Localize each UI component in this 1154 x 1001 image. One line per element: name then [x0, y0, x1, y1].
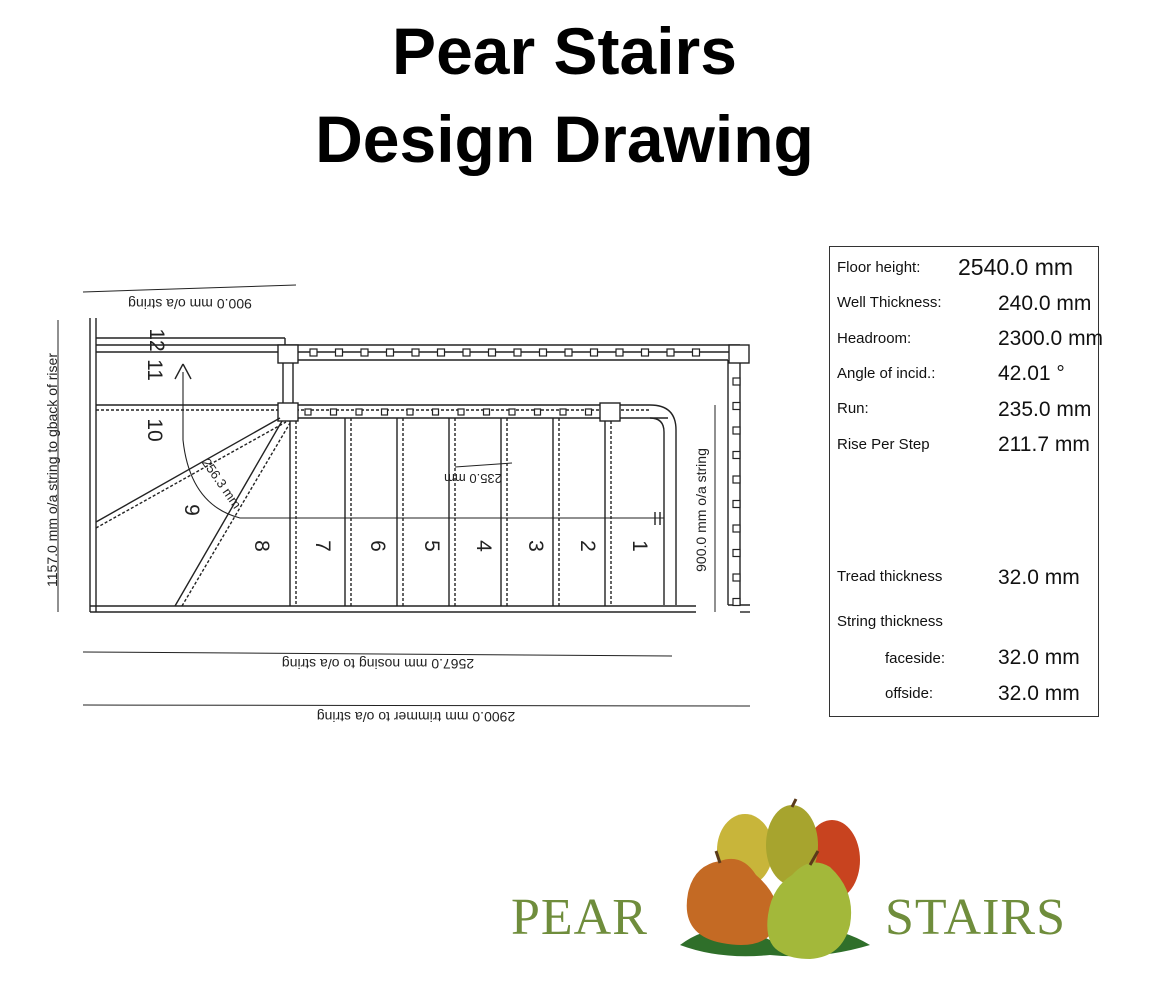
- spec-value: 240.0 mm: [998, 292, 1092, 315]
- baluster: [509, 409, 515, 415]
- baluster: [733, 403, 740, 410]
- spec-label: faceside:: [885, 650, 946, 667]
- step-number: 2: [576, 540, 599, 552]
- baluster: [407, 409, 413, 415]
- baluster: [733, 550, 740, 557]
- baluster: [642, 349, 649, 356]
- baluster: [586, 409, 592, 415]
- dim-top-label: 900.0 mm o/a string: [128, 296, 252, 312]
- dim-going-label: 235.0 mm: [444, 471, 502, 486]
- spec-value: 2540.0 mm: [958, 254, 1074, 280]
- baluster: [489, 349, 496, 356]
- dim-winder-label: 256.3 mm: [198, 455, 245, 512]
- walk-line: [183, 372, 664, 518]
- newel-post: [729, 345, 749, 363]
- dim-left-label: 1157.0 mm o/a string to gback of riser: [44, 353, 60, 587]
- baluster: [535, 409, 541, 415]
- baluster: [310, 349, 317, 356]
- baluster: [565, 349, 572, 356]
- step-number: 4: [472, 540, 495, 552]
- spec-value: 32.0 mm: [998, 566, 1080, 589]
- baluster: [733, 452, 740, 459]
- spec-value: 42.01 °: [998, 362, 1065, 385]
- baluster: [336, 349, 343, 356]
- baluster: [305, 409, 311, 415]
- baluster: [540, 349, 547, 356]
- baluster: [331, 409, 337, 415]
- step-number: 8: [250, 540, 273, 552]
- baluster: [458, 409, 464, 415]
- step-number: 11: [143, 359, 166, 381]
- pear-logo: [660, 795, 880, 975]
- dim-nosing: [83, 652, 672, 656]
- baluster: [382, 409, 388, 415]
- step-number: 3: [524, 540, 547, 552]
- page-title: Pear Stairs: [392, 14, 737, 88]
- dim-nosing-label: 2567.0 mm nosing to o/a string: [281, 656, 475, 672]
- baluster: [667, 349, 674, 356]
- spec-value: 32.0 mm: [998, 682, 1080, 705]
- spec-label: Floor height:: [837, 259, 921, 276]
- page-subtitle: Design Drawing: [315, 102, 814, 176]
- baluster: [356, 409, 362, 415]
- baluster: [514, 349, 521, 356]
- step-number: 1: [628, 540, 651, 552]
- spec-label: Tread thickness: [837, 568, 943, 585]
- brand-left: PEAR: [511, 889, 648, 946]
- spec-value: 32.0 mm: [998, 646, 1080, 669]
- spec-label: String thickness: [837, 613, 943, 630]
- dim-trimmer-label: 2900.0 mm trimmer to o/a string: [316, 709, 516, 725]
- brand-right: STAIRS: [885, 889, 1066, 946]
- spec-label: Run:: [837, 400, 869, 417]
- baluster: [733, 525, 740, 532]
- newel-post: [278, 403, 298, 421]
- baluster: [412, 349, 419, 356]
- spec-value: 235.0 mm: [998, 398, 1092, 421]
- baluster: [560, 409, 566, 415]
- baluster: [733, 599, 740, 606]
- baluster: [438, 349, 445, 356]
- baluster: [433, 409, 439, 415]
- newel-post: [600, 403, 620, 421]
- step-number: 12: [145, 328, 168, 352]
- spec-label: offside:: [885, 685, 934, 702]
- spec-value: 211.7 mm: [998, 433, 1090, 456]
- baluster: [733, 574, 740, 581]
- baluster: [733, 427, 740, 434]
- step-number: 7: [311, 540, 334, 552]
- step-number: 10: [143, 418, 166, 442]
- spec-label: Rise Per Step: [837, 436, 930, 453]
- spec-value: 2300.0 mm: [998, 327, 1104, 350]
- baluster: [591, 349, 598, 356]
- baluster: [616, 349, 623, 356]
- baluster: [733, 501, 740, 508]
- baluster: [733, 378, 740, 385]
- spec-label: Well Thickness:: [837, 294, 942, 311]
- dim-top: [83, 285, 296, 292]
- newel-post: [278, 345, 298, 363]
- dim-right-label: 900.0 mm o/a string: [693, 448, 709, 572]
- step-number: 5: [420, 540, 443, 552]
- baluster: [693, 349, 700, 356]
- step-number: 9: [180, 504, 203, 516]
- baluster: [733, 476, 740, 483]
- baluster: [361, 349, 368, 356]
- spec-label: Angle of incid.:: [837, 365, 936, 382]
- step-number: 6: [366, 540, 389, 552]
- tread-lines: [290, 418, 611, 606]
- baluster: [484, 409, 490, 415]
- dim-trimmer: [83, 705, 750, 706]
- baluster: [387, 349, 394, 356]
- baluster: [463, 349, 470, 356]
- spec-label: Headroom:: [837, 330, 912, 347]
